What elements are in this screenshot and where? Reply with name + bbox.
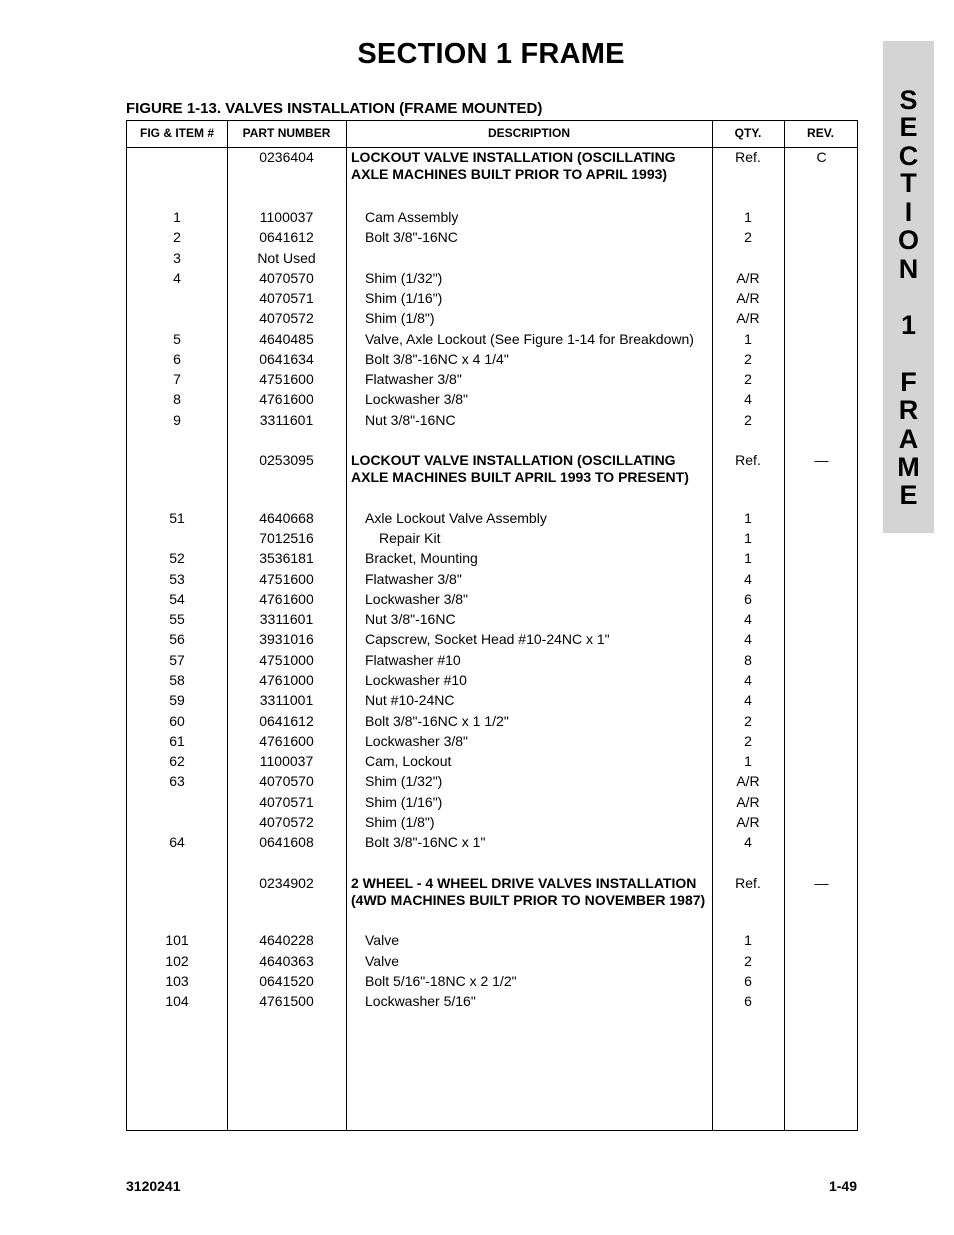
fig-item-cell: 63 [169,773,185,789]
description-cell: Lockwasher #10 [365,672,467,688]
rev-cell: C [816,149,827,165]
description-cell: Lockwasher 3/8" [365,591,469,607]
description-cell: Flatwasher 3/8" [365,571,462,587]
qty-cell: A/R [736,794,760,810]
fig-item-cell: 104 [165,993,189,1009]
fig-item-cell: 64 [169,834,185,850]
part-number-cell: 7012516 [259,530,314,546]
document-number: 3120241 [126,1178,181,1194]
description-cell: Cam Assembly [365,209,459,225]
part-number-cell: 4640485 [259,331,314,347]
fig-item-cell: 61 [169,733,185,749]
fig-item-cell: 60 [169,713,185,729]
column-divider [346,121,347,1130]
qty-cell: 2 [744,953,752,969]
fig-item-cell: 51 [169,510,185,526]
qty-cell: 2 [744,351,752,367]
qty-cell: 1 [744,550,752,566]
fig-item-cell: 56 [169,631,185,647]
fig-item-cell: 62 [169,753,185,769]
description-cell: Valve [365,953,399,969]
parts-table [126,120,858,1131]
section-title: SECTION 1 FRAME [357,38,625,70]
side-tab-letter: S [899,85,918,115]
side-tab-letter: I [904,197,913,227]
part-number-cell: 0253095 [259,452,314,468]
part-number-cell: 4751600 [259,371,314,387]
qty-cell: 1 [744,530,752,546]
part-number-cell: 4070572 [259,814,314,830]
qty-cell: A/R [736,290,760,306]
part-number-cell: 0641612 [259,713,314,729]
side-tab-letter: T [900,168,917,198]
fig-item-cell: 55 [169,611,185,627]
description-cell: Nut 3/8"-16NC [365,412,456,428]
part-number-cell: 4761600 [259,391,314,407]
qty-cell: A/R [736,773,760,789]
fig-item-cell: 58 [169,672,185,688]
part-number-cell: 0641520 [259,973,314,989]
qty-cell: 4 [744,834,752,850]
fig-item-cell: 52 [169,550,185,566]
page-number: 1-49 [828,1178,857,1194]
qty-cell: A/R [736,270,760,286]
side-tab-letter: R [898,395,919,425]
header-rev: REV. [807,126,834,140]
qty-cell: 2 [744,733,752,749]
part-number-cell: 0641612 [259,229,314,245]
side-tab-letter: C [898,141,919,171]
description-cell: Lockwasher 5/16" [365,993,476,1009]
qty-cell: 1 [744,510,752,526]
qty-cell: 4 [744,611,752,627]
part-number-cell: 0234902 [259,875,314,891]
description-cell: Lockwasher 3/8" [365,733,469,749]
qty-cell: A/R [736,310,760,326]
description-cell: Shim (1/32") [365,773,443,789]
description-cell: Lockwasher 3/8" [365,391,469,407]
qty-cell: Ref. [735,149,761,165]
part-number-cell: 3931016 [259,631,314,647]
part-number-cell: 0641634 [259,351,314,367]
fig-item-cell: 1 [173,209,181,225]
side-tab-letter: N [898,254,919,284]
fig-item-cell: 4 [173,270,181,286]
description-cell: Bolt 3/8"-16NC x 1 1/2" [365,713,509,729]
part-number-cell: 0236404 [259,149,314,165]
fig-item-cell: 2 [173,229,181,245]
part-number-cell: 4761600 [259,591,314,607]
description-cell: Shim (1/32") [365,270,443,286]
description-cell: LOCKOUT VALVE INSTALLATION (OSCILLATING AXLE MACHINES BUILT PRIOR TO APRIL 1993) [351,149,676,182]
fig-item-cell: 6 [173,351,181,367]
part-number-cell: 4751600 [259,571,314,587]
fig-item-cell: 102 [165,953,189,969]
qty-cell: 1 [744,331,752,347]
rev-cell: — [814,875,829,891]
side-tab-letter: O [897,225,919,255]
qty-cell: 2 [744,371,752,387]
description-cell: Flatwasher #10 [365,652,461,668]
qty-cell: 1 [744,209,752,225]
description-cell: Capscrew, Socket Head #10-24NC x 1" [365,631,610,647]
qty-cell: 2 [744,713,752,729]
description-cell: Shim (1/8") [365,310,435,326]
part-number-cell: 3311001 [259,692,314,708]
description-cell: Nut #10-24NC [365,692,455,708]
header-fig-item: FIG & ITEM # [139,126,214,140]
description-cell: Cam, Lockout [365,753,452,769]
qty-cell: 2 [744,412,752,428]
part-number-cell: 1100037 [259,209,314,225]
header-qty: QTY. [734,126,762,140]
column-divider [784,121,785,1130]
description-cell: Bolt 3/8"-16NC x 4 1/4" [365,351,509,367]
fig-item-cell: 54 [169,591,185,607]
qty-cell: 4 [744,391,752,407]
side-tab-letter: 1 [900,310,917,340]
description-cell: LOCKOUT VALVE INSTALLATION (OSCILLATING AXLE MACHINES BUILT APRIL 1993 TO PRESENT) [351,452,689,485]
qty-cell: Ref. [735,875,761,891]
part-number-cell: 4640228 [259,932,314,948]
description-cell: Repair Kit [379,530,441,546]
description-cell: Axle Lockout Valve Assembly [365,510,547,526]
rev-cell: — [814,452,829,468]
description-cell: Bolt 3/8"-16NC x 1" [365,834,486,850]
part-number-cell: 4070570 [259,773,314,789]
fig-item-cell: 9 [173,412,181,428]
qty-cell: 6 [744,993,752,1009]
part-number-cell: 4761600 [259,733,314,749]
side-tab-letter: F [900,367,917,397]
description-cell: Valve, Axle Lockout (See Figure 1-14 for Breakdown) [365,331,694,347]
description-cell: Bolt 3/8"-16NC [365,229,458,245]
qty-cell: 4 [744,571,752,587]
header-description: DESCRIPTION [487,126,570,140]
qty-cell: 4 [744,672,752,688]
part-number-cell: 4640363 [259,953,314,969]
part-number-cell: 3311601 [259,611,314,627]
description-cell: Valve [365,932,399,948]
part-number-cell: 4070571 [259,290,314,306]
fig-item-cell: 53 [169,571,185,587]
fig-item-cell: 8 [173,391,181,407]
fig-item-cell: 5 [173,331,181,347]
description-cell: Flatwasher 3/8" [365,371,462,387]
part-number-cell: 4761500 [259,993,314,1009]
section-side-tab [883,41,934,533]
fig-item-cell: 101 [165,932,189,948]
side-tab-letter: E [899,480,918,510]
description-cell: Bolt 5/16"-18NC x 2 1/2" [365,973,517,989]
part-number-cell: 0641608 [259,834,314,850]
part-number-cell: Not Used [257,250,316,266]
qty-cell: 4 [744,631,752,647]
description-cell: 2 WHEEL - 4 WHEEL DRIVE VALVES INSTALLATION (4WD MACHINES BUILT PRIOR TO NOVEMBER 1987) [351,875,706,908]
side-tab-letter: A [898,424,919,454]
qty-cell: Ref. [735,452,761,468]
header-divider [127,147,857,148]
description-cell: Shim (1/16") [365,794,443,810]
part-number-cell: 4070570 [259,270,314,286]
qty-cell: 8 [744,652,752,668]
fig-item-cell: 3 [173,250,181,266]
qty-cell: 1 [744,753,752,769]
qty-cell: A/R [736,814,760,830]
part-number-cell: 3311601 [259,412,314,428]
description-cell: Nut 3/8"-16NC [365,611,456,627]
qty-cell: 6 [744,973,752,989]
part-number-cell: 4070572 [259,310,314,326]
fig-item-cell: 59 [169,692,185,708]
description-cell: Shim (1/16") [365,290,443,306]
part-number-cell: 3536181 [259,550,314,566]
description-cell: Bracket, Mounting [365,550,478,566]
part-number-cell: 4751000 [259,652,314,668]
qty-cell: 6 [744,591,752,607]
side-tab-letter: E [899,112,918,142]
qty-cell: 4 [744,692,752,708]
part-number-cell: 4070571 [259,794,314,810]
qty-cell: 1 [744,932,752,948]
description-cell: Shim (1/8") [365,814,435,830]
fig-item-cell: 57 [169,652,185,668]
side-tab-letter: M [897,452,920,482]
qty-cell: 2 [744,229,752,245]
header-part-number: PART NUMBER [242,126,331,140]
fig-item-cell: 103 [165,973,189,989]
part-number-cell: 1100037 [259,753,314,769]
part-number-cell: 4761000 [259,672,314,688]
part-number-cell: 4640668 [259,510,314,526]
fig-item-cell: 7 [173,371,181,387]
figure-title: FIGURE 1-13. VALVES INSTALLATION (FRAME MOUNTED) [126,100,543,117]
